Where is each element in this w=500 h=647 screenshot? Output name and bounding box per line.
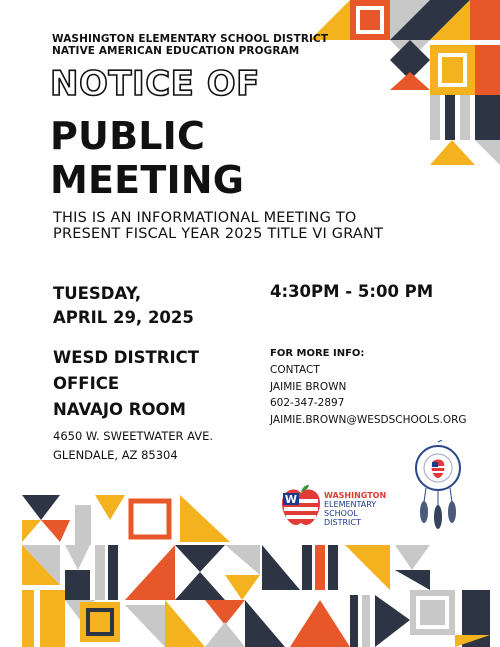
bottom-pattern — [0, 490, 500, 647]
address-street: 4650 W. SWEETWATER AVE. — [53, 429, 214, 443]
contact-name: JAIMIE BROWN — [270, 380, 347, 393]
purpose-line-2: PRESENT FISCAL YEAR 2025 TITLE VI GRANT — [53, 226, 384, 242]
meeting-day: TUESDAY, — [53, 284, 142, 303]
logo-text-1: WASHINGTON — [324, 491, 387, 500]
title-public: PUBLIC — [50, 114, 206, 158]
district-name: WASHINGTON ELEMENTARY SCHOOL DISTRICT — [52, 33, 329, 45]
address-city: GLENDALE, AZ 85304 — [53, 448, 178, 462]
organization-header — [52, 33, 328, 57]
top-right-pattern — [310, 0, 500, 170]
title-public-meeting — [50, 114, 244, 202]
venue-line-3: NAVAJO ROOM — [53, 400, 186, 419]
title-meeting: MEETING — [50, 158, 245, 202]
svg-text:W: W — [284, 493, 298, 506]
venue-address — [53, 427, 213, 465]
contact-label: CONTACT — [270, 364, 320, 376]
more-info-heading: FOR MORE INFO: — [270, 348, 365, 359]
logo-text-2: ELEMENTARY — [324, 500, 377, 509]
meeting-time: 4:30PM - 5:00 PM — [270, 282, 434, 301]
contact-email[interactable]: JAIMIE.BROWN@WESDSCHOOLS.ORG — [270, 413, 467, 426]
venue-line-2: OFFICE — [53, 374, 120, 393]
program-name: NATIVE AMERICAN EDUCATION PROGRAM — [52, 45, 300, 57]
meeting-date-value: APRIL 29, 2025 — [53, 308, 194, 327]
title-notice-of: NOTICE OF — [50, 64, 260, 104]
logo-text-3: SCHOOL — [324, 509, 358, 518]
contact-info — [270, 362, 467, 428]
venue-line-1: WESD DISTRICT — [53, 348, 199, 367]
contact-phone[interactable]: 602-347-2897 — [270, 397, 345, 409]
logo-text-4: DISTRICT — [324, 518, 361, 527]
purpose-line-1: THIS IS AN INFORMATIONAL MEETING TO — [53, 210, 357, 226]
meeting-purpose — [53, 210, 383, 242]
meeting-date — [53, 282, 194, 330]
venue-name — [53, 345, 199, 423]
